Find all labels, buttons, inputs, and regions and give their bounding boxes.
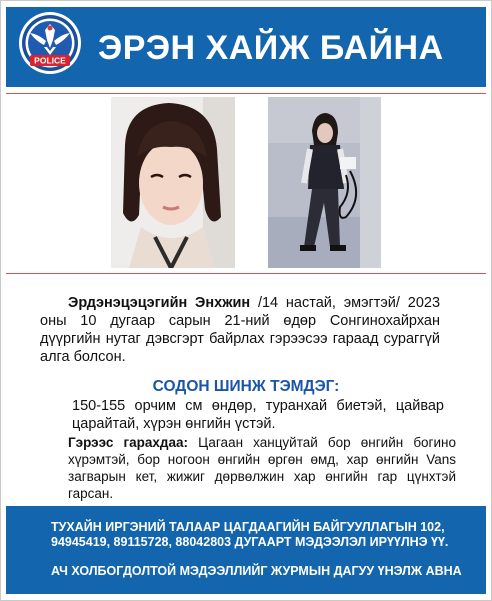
reward-notice: АЧ ХОЛБОГДОЛТОЙ МЭДЭЭЛЛИЙГ ЖУРМЫН ДАГУУ ҮНЭЛЖ АВНА bbox=[51, 564, 462, 578]
person-age-gender: /14 настай, эмэгтэй/ bbox=[257, 295, 400, 311]
footer-banner bbox=[6, 506, 486, 594]
missing-details: 2023 оны 10 дугаар сарын 21-ний өдөр Сонгинохайрхан дүүргийн нутаг дэвсгэрт байрлах гэрээсээ гараад сураггүй алга болсон. bbox=[40, 295, 441, 365]
clothing-description bbox=[68, 434, 456, 502]
portrait-photo bbox=[111, 97, 235, 268]
middle-divider bbox=[6, 273, 486, 274]
clothing-text: Цагаан ханцуйтай бор өнгийн богино хүрэмтэй, бор ногоон өнгийн өргөн өмд, хар өнгийн Vans загварын кет, жижиг дөрвөлжин хар өнгийн гар цүнхтэй гарсан. bbox=[68, 435, 456, 501]
header-banner bbox=[6, 7, 486, 87]
top-divider bbox=[6, 93, 486, 94]
contact-info: ТУХАЙН ИРГЭНИЙ ТАЛААР ЦАГДААГИЙН БАЙГУУЛЛАГЫН 102, 94945419, 89115728, 88042803 ДУГААРТ МЭДЭЭЛЭЛ ИРҮҮЛНЭ ҮҮ. bbox=[51, 520, 449, 549]
page-title: ЭРЭН ХАЙЖ БАЙНА bbox=[98, 29, 444, 67]
person-description bbox=[40, 294, 440, 366]
features-description: 150-155 орчим см өндөр, туранхай биетэй, цайвар царайтай, хүрэн өнгийн үстэй. bbox=[72, 398, 444, 432]
police-emblem-icon bbox=[18, 11, 82, 75]
features-heading: СОДОН ШИНЖ ТЭМДЭГ: bbox=[152, 378, 340, 395]
police-emblem-label: POLICE bbox=[34, 55, 66, 66]
cctv-photo bbox=[268, 97, 381, 268]
clothing-label: Гэрээс гарахдаа: bbox=[68, 435, 189, 450]
person-name: Эрдэнэцэцэгийн Энхжин bbox=[68, 295, 251, 311]
